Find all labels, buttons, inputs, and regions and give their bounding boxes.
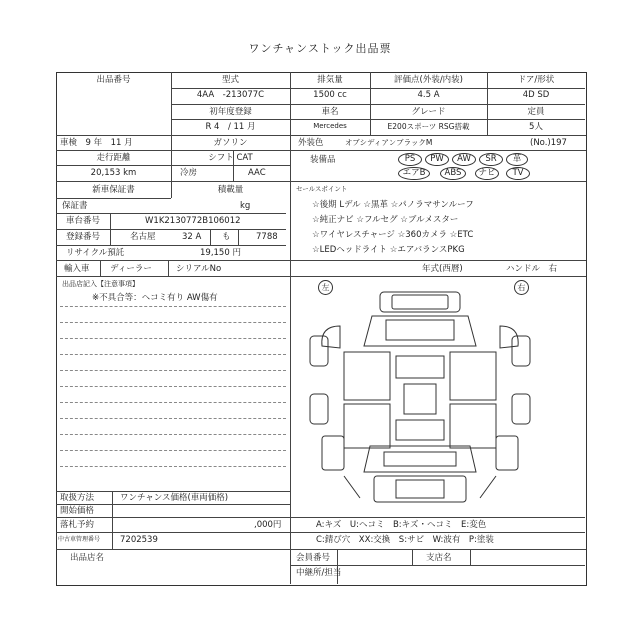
method-label: 取扱方法 bbox=[60, 493, 95, 503]
plate-label: 登録番号 bbox=[66, 232, 101, 242]
plate-city: 名古屋 bbox=[130, 232, 156, 242]
lot-number-label: 出品番号 bbox=[96, 75, 131, 85]
load-unit: kg bbox=[240, 201, 251, 211]
plate-class: 32 A bbox=[182, 232, 202, 242]
equip-ps: PS bbox=[398, 153, 422, 166]
model-type-value: 4AA -213077C bbox=[196, 90, 265, 100]
store-name-label: 出品店名 bbox=[70, 553, 105, 563]
ac-label: 冷房 bbox=[180, 168, 198, 178]
inspection-expiry: 車検 9 年 11 月 bbox=[60, 138, 133, 148]
car-name-label: 車名 bbox=[321, 107, 339, 117]
displacement-label: 排気量 bbox=[317, 75, 343, 85]
equip-navi: ナビ bbox=[475, 167, 499, 180]
sales-point-1: ☆後期 Lデル ☆黒革 ☆パノラマサンルーフ bbox=[312, 200, 474, 210]
score-label: 評価点(外装/内装) bbox=[394, 75, 463, 85]
shift-label: シフト CAT bbox=[208, 153, 253, 163]
score-value: 4.5 A bbox=[417, 90, 440, 100]
sales-point-3: ☆ワイヤレスチャージ ☆360カメラ ☆ETC bbox=[312, 230, 474, 240]
manage-number-value: 7202539 bbox=[120, 535, 158, 545]
damage-legend-row2: C:錆び穴 XX:交換 S:サビ W:波有 P:塗装 bbox=[316, 535, 494, 545]
exterior-color-label: 外装色 bbox=[298, 138, 324, 148]
capacity-value: 5人 bbox=[529, 122, 543, 132]
car-body-diagram bbox=[300, 286, 540, 514]
sales-point-4: ☆LEDヘッドライト ☆エアバランスPKG bbox=[312, 245, 465, 255]
load-capacity-label: 積載量 bbox=[217, 185, 244, 195]
manage-number-label: 中古車管理番号 bbox=[58, 536, 101, 543]
color-number: (No.)197 bbox=[530, 138, 567, 148]
equip-sr: SR bbox=[479, 153, 503, 166]
ac-value: AAC bbox=[248, 168, 266, 178]
right-side-marker: 右 bbox=[514, 280, 529, 295]
left-side-marker: 左 bbox=[318, 280, 333, 295]
doors-value: 4D SD bbox=[522, 90, 550, 100]
equip-aw: AW bbox=[452, 153, 476, 166]
notes-label: 出品店記入【注意事項】 bbox=[62, 280, 139, 288]
contact-label: 中継所/担当 bbox=[296, 568, 342, 578]
dealer-label: ディーラー bbox=[110, 264, 152, 274]
plate-kana: も bbox=[222, 232, 231, 242]
sales-points-label: セールスポイント bbox=[296, 185, 348, 193]
recycle-value: 19,150 円 bbox=[200, 248, 241, 258]
damage-legend-row1: A:キズ U:ヘコミ B:キズ・ヘコミ E:変色 bbox=[316, 520, 487, 530]
branch-name-label: 支店名 bbox=[426, 553, 452, 563]
equip-tv: TV bbox=[506, 167, 530, 180]
sales-point-2: ☆純正ナビ ☆フルセグ ☆ブルメスター bbox=[312, 215, 459, 225]
equip-leather: 革 bbox=[506, 153, 528, 166]
import-label: 輸入車 bbox=[64, 264, 90, 274]
model-type-label: 型式 bbox=[221, 75, 239, 85]
equip-abs: ABS bbox=[440, 167, 466, 180]
first-reg-label: 初年度登録 bbox=[209, 107, 252, 117]
grade-label: グレード bbox=[411, 107, 446, 117]
start-price-label: 開始価格 bbox=[60, 506, 95, 516]
equip-airbag: エアB bbox=[398, 167, 430, 180]
grade-value: E200スポーツ RSG搭載 bbox=[387, 122, 470, 131]
fuel-type: ガソリン bbox=[213, 138, 248, 148]
mileage-value: 20,153 km bbox=[90, 168, 137, 178]
notes-text: ※不具合等：ヘコミ有り AW傷有 bbox=[92, 293, 218, 303]
equip-pw: PW bbox=[425, 153, 449, 166]
chassis-label: 車台番号 bbox=[66, 216, 101, 226]
handle-label: ハンドル 右 bbox=[506, 264, 558, 274]
reserve-price-value: ,000円 bbox=[254, 520, 282, 530]
capacity-label: 定員 bbox=[527, 107, 545, 117]
serial-label: シリアルNo bbox=[176, 264, 222, 274]
form-title: ワンチャンストック出品票 bbox=[248, 42, 392, 55]
mileage-label: 走行距離 bbox=[96, 153, 131, 163]
year-label: 年式(西暦) bbox=[422, 264, 463, 274]
new-car-warranty-label: 新車保証書 bbox=[92, 185, 135, 195]
warranty-doc-label: 保証書 bbox=[62, 201, 88, 211]
exterior-color-value: オブシディアンブラックM bbox=[345, 138, 433, 147]
reserve-price-label: 落札予約 bbox=[60, 520, 95, 530]
doors-label: ドア/形状 bbox=[517, 75, 555, 85]
car-name-value: Mercedes bbox=[313, 122, 347, 130]
method-value: ワンチャンス価格(車両価格) bbox=[120, 493, 229, 503]
chassis-value: W1K2130772B106012 bbox=[145, 216, 241, 226]
displacement-value: 1500 cc bbox=[313, 90, 347, 100]
recycle-label: リサイクル預託 bbox=[66, 248, 125, 258]
member-number-label: 会員番号 bbox=[296, 553, 331, 563]
plate-number: 7788 bbox=[256, 232, 278, 242]
equipment-label: 装備品 bbox=[310, 155, 336, 165]
first-reg-value: R 4 / 11 月 bbox=[205, 122, 256, 132]
